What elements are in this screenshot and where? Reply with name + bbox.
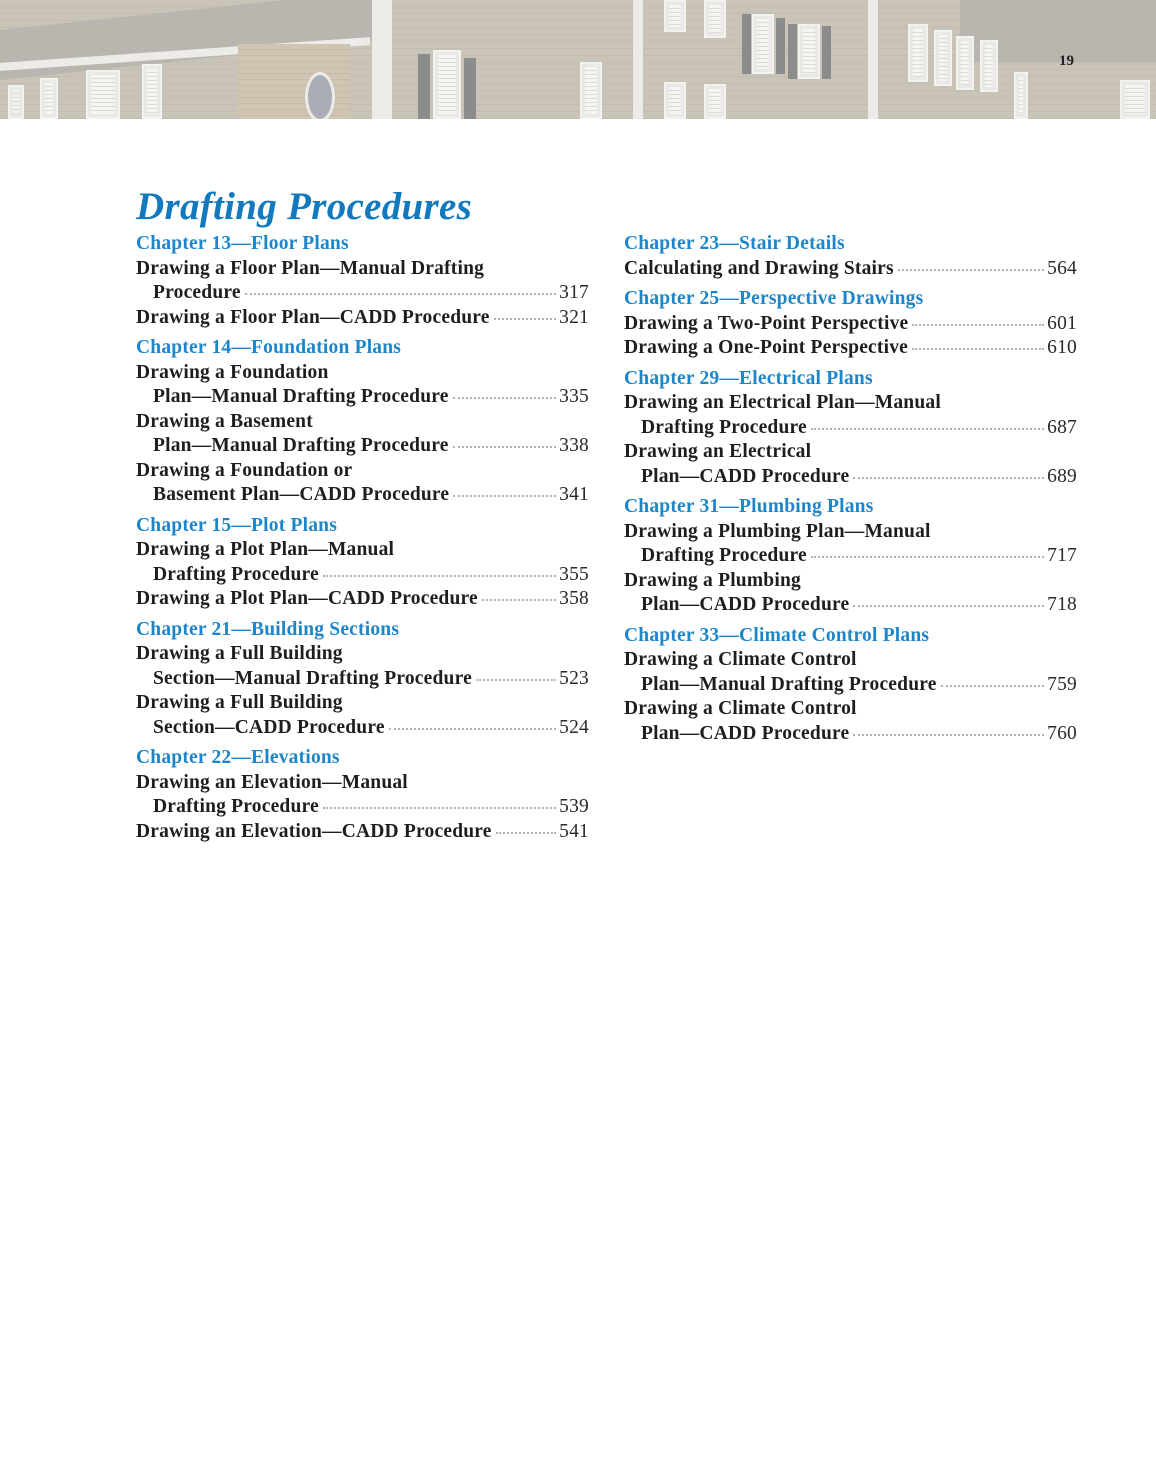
dot-leader [811, 555, 1044, 558]
page-ref: 524 [559, 716, 589, 738]
toc-entry[interactable] [624, 697, 1077, 746]
window [1120, 80, 1150, 119]
entry-title-line1: Drawing a Basement [136, 410, 313, 432]
chapter-heading[interactable]: Chapter 31—Plumbing Plans [624, 496, 874, 517]
entry-title-line1: Drawing an Electrical [624, 441, 812, 462]
dot-leader [476, 678, 556, 681]
page-ref: 358 [559, 588, 589, 609]
chapter-heading[interactable]: Chapter 25—Perspective Drawings [624, 288, 924, 309]
chapter-15-section [136, 514, 589, 612]
window [704, 0, 726, 38]
chapter-23-section [624, 232, 1077, 281]
window [798, 24, 820, 79]
chapter-14-section [136, 336, 589, 508]
chapter-heading[interactable]: Chapter 22—Elevations [136, 747, 340, 768]
window [934, 30, 952, 86]
entry-title: Drawing a Plot Plan—CADD Procedure [136, 588, 478, 609]
shutter [418, 54, 430, 119]
entry-title-line2: Drafting Procedure [641, 416, 807, 438]
dot-leader [494, 317, 557, 320]
dot-leader [496, 831, 557, 834]
page-ref: 687 [1047, 416, 1077, 438]
entry-title-line2: Plan—Manual Drafting Procedure [153, 386, 449, 407]
page-ref: 601 [1047, 312, 1077, 334]
chapter-heading[interactable]: Chapter 14—Foundation Plans [136, 337, 402, 358]
dot-leader [389, 727, 556, 730]
entry-title: Drawing a Floor Plan—CADD Procedure [136, 306, 490, 328]
page-ref: 335 [559, 386, 589, 407]
window [86, 70, 120, 119]
entry-title-line2: Section—Manual Drafting Procedure [153, 667, 472, 689]
toc-entry[interactable] [136, 691, 589, 740]
chapter-33-section [624, 624, 1077, 747]
entry-title-line2: Plan—CADD Procedure [641, 722, 850, 744]
entry-title-line2: Procedure [153, 282, 241, 303]
dot-leader [912, 323, 1044, 326]
dot-leader [482, 598, 556, 601]
page-ref: 718 [1047, 594, 1077, 615]
page-ref: 338 [559, 435, 589, 456]
window [980, 40, 998, 92]
window [752, 14, 774, 74]
dot-leader [453, 494, 556, 497]
toc-left-column [136, 232, 589, 850]
shutter [822, 26, 831, 79]
dot-leader [853, 476, 1044, 479]
toc-entry[interactable] [136, 459, 589, 508]
entry-title-line2: Section—CADD Procedure [153, 716, 385, 738]
window [8, 85, 24, 119]
page-ref: 321 [559, 306, 589, 328]
entry-title-line1: Drawing a Plot Plan—Manual [136, 539, 395, 560]
page-ref: 355 [559, 563, 589, 585]
entry-title-line1: Drawing a Full Building [136, 643, 343, 664]
page-ref: 541 [559, 820, 589, 842]
shutter [742, 14, 751, 74]
chapter-heading[interactable]: Chapter 21—Building Sections [136, 618, 400, 640]
dot-leader [811, 427, 1044, 430]
entry-title: Calculating and Drawing Stairs [624, 257, 894, 279]
toc-entry[interactable] [624, 257, 1077, 282]
chapter-heading[interactable]: Chapter 13—Floor Plans [136, 233, 349, 254]
dot-leader [453, 445, 557, 448]
toc-entry[interactable] [624, 336, 1077, 361]
dot-leader [898, 268, 1044, 271]
dot-leader [453, 396, 557, 399]
window [433, 50, 461, 119]
toc-entry[interactable] [624, 312, 1077, 337]
chapter-22-section [136, 746, 589, 844]
window [40, 78, 58, 119]
page-ref: 759 [1047, 673, 1077, 695]
window [664, 82, 686, 119]
entry-title-line1: Drawing a Plumbing [624, 569, 801, 591]
toc-entry[interactable] [136, 257, 589, 306]
toc-entry[interactable] [136, 771, 589, 820]
entry-title-line1: Drawing a Full Building [136, 692, 343, 713]
page-ref: 760 [1047, 722, 1077, 744]
entry-title-line1: Drawing a Climate Control [624, 698, 857, 719]
entry-title-line2: Plan—CADD Procedure [641, 465, 850, 487]
entry-title-line2: Drafting Procedure [153, 563, 319, 585]
chapter-21-section [136, 618, 589, 741]
chapter-13-section [136, 232, 589, 330]
entry-title-line2: Plan—Manual Drafting Procedure [153, 435, 449, 456]
entry-title-line2: Drafting Procedure [153, 796, 319, 817]
entry-title-line2: Basement Plan—CADD Procedure [153, 484, 450, 505]
chapter-31-section [624, 495, 1077, 618]
window [142, 64, 162, 119]
entry-title-line1: Drawing an Electrical Plan—Manual [624, 392, 941, 413]
toc-entry[interactable] [136, 538, 589, 587]
toc-entry[interactable] [136, 410, 589, 459]
page-ref: 341 [559, 484, 589, 505]
window [704, 84, 726, 119]
house-trim [633, 0, 643, 119]
toc-entry[interactable] [624, 648, 1077, 697]
page-ref: 689 [1047, 465, 1077, 487]
window [580, 62, 602, 119]
dot-leader [245, 292, 556, 295]
entry-title-line1: Drawing a Foundation [136, 361, 329, 383]
toc-entry[interactable] [136, 642, 589, 691]
page-ref: 564 [1047, 257, 1077, 279]
toc-entry[interactable] [624, 520, 1077, 569]
toc-entry[interactable] [136, 361, 589, 410]
window [908, 24, 928, 82]
header-banner-photo [0, 0, 1156, 119]
page-ref: 610 [1047, 337, 1077, 358]
toc-entry[interactable] [136, 587, 589, 612]
page-ref: 523 [559, 667, 589, 689]
shutter [464, 58, 476, 119]
page-ref: 317 [559, 282, 589, 303]
toc-entry[interactable] [624, 569, 1077, 618]
shutter [788, 24, 797, 79]
entry-title: Drawing a One-Point Perspective [624, 337, 909, 358]
toc-entry[interactable] [624, 440, 1077, 489]
chapter-29-section [624, 367, 1077, 490]
page-ref: 539 [559, 796, 589, 817]
dot-leader [853, 733, 1044, 736]
toc-right-column [624, 232, 1077, 752]
window [664, 0, 686, 32]
chapter-25-section [624, 287, 1077, 361]
house-trim [868, 0, 878, 119]
entry-title: Drawing an Elevation—CADD Procedure [136, 820, 492, 842]
entry-title-line1: Drawing a Climate Control [624, 649, 857, 670]
shutter [776, 18, 785, 74]
chapter-heading[interactable]: Chapter 23—Stair Details [624, 233, 845, 254]
entry-title-line1: Drawing a Floor Plan—Manual Drafting [136, 257, 485, 279]
entry-title-line1: Drawing an Elevation—Manual [136, 771, 408, 793]
page-ref: 717 [1047, 545, 1077, 566]
entry-title-line1: Drawing a Foundation or [136, 459, 353, 481]
dot-leader [853, 604, 1044, 607]
porch-column [372, 0, 392, 119]
entry-title-line2: Drafting Procedure [641, 545, 807, 566]
dot-leader [941, 684, 1045, 687]
toc-entry[interactable] [136, 306, 589, 331]
entry-title: Drawing a Two-Point Perspective [624, 312, 909, 334]
entry-title-line2: Plan—CADD Procedure [641, 594, 850, 615]
dot-leader [912, 347, 1044, 350]
window [1014, 72, 1028, 119]
chapter-heading[interactable]: Chapter 33—Climate Control Plans [624, 624, 930, 646]
chapter-heading[interactable]: Chapter 29—Electrical Plans [624, 367, 873, 389]
dot-leader [323, 574, 556, 577]
oval-window [305, 72, 335, 119]
page-number: 19 [1059, 53, 1074, 69]
page-title: Drafting Procedures [136, 185, 473, 228]
window [956, 36, 974, 90]
toc-entry[interactable] [624, 391, 1077, 440]
entry-title-line2: Plan—Manual Drafting Procedure [641, 673, 937, 695]
entry-title-line1: Drawing a Plumbing Plan—Manual [624, 520, 931, 542]
toc-entry[interactable] [136, 820, 589, 845]
dot-leader [323, 806, 556, 809]
chapter-heading[interactable]: Chapter 15—Plot Plans [136, 514, 338, 536]
